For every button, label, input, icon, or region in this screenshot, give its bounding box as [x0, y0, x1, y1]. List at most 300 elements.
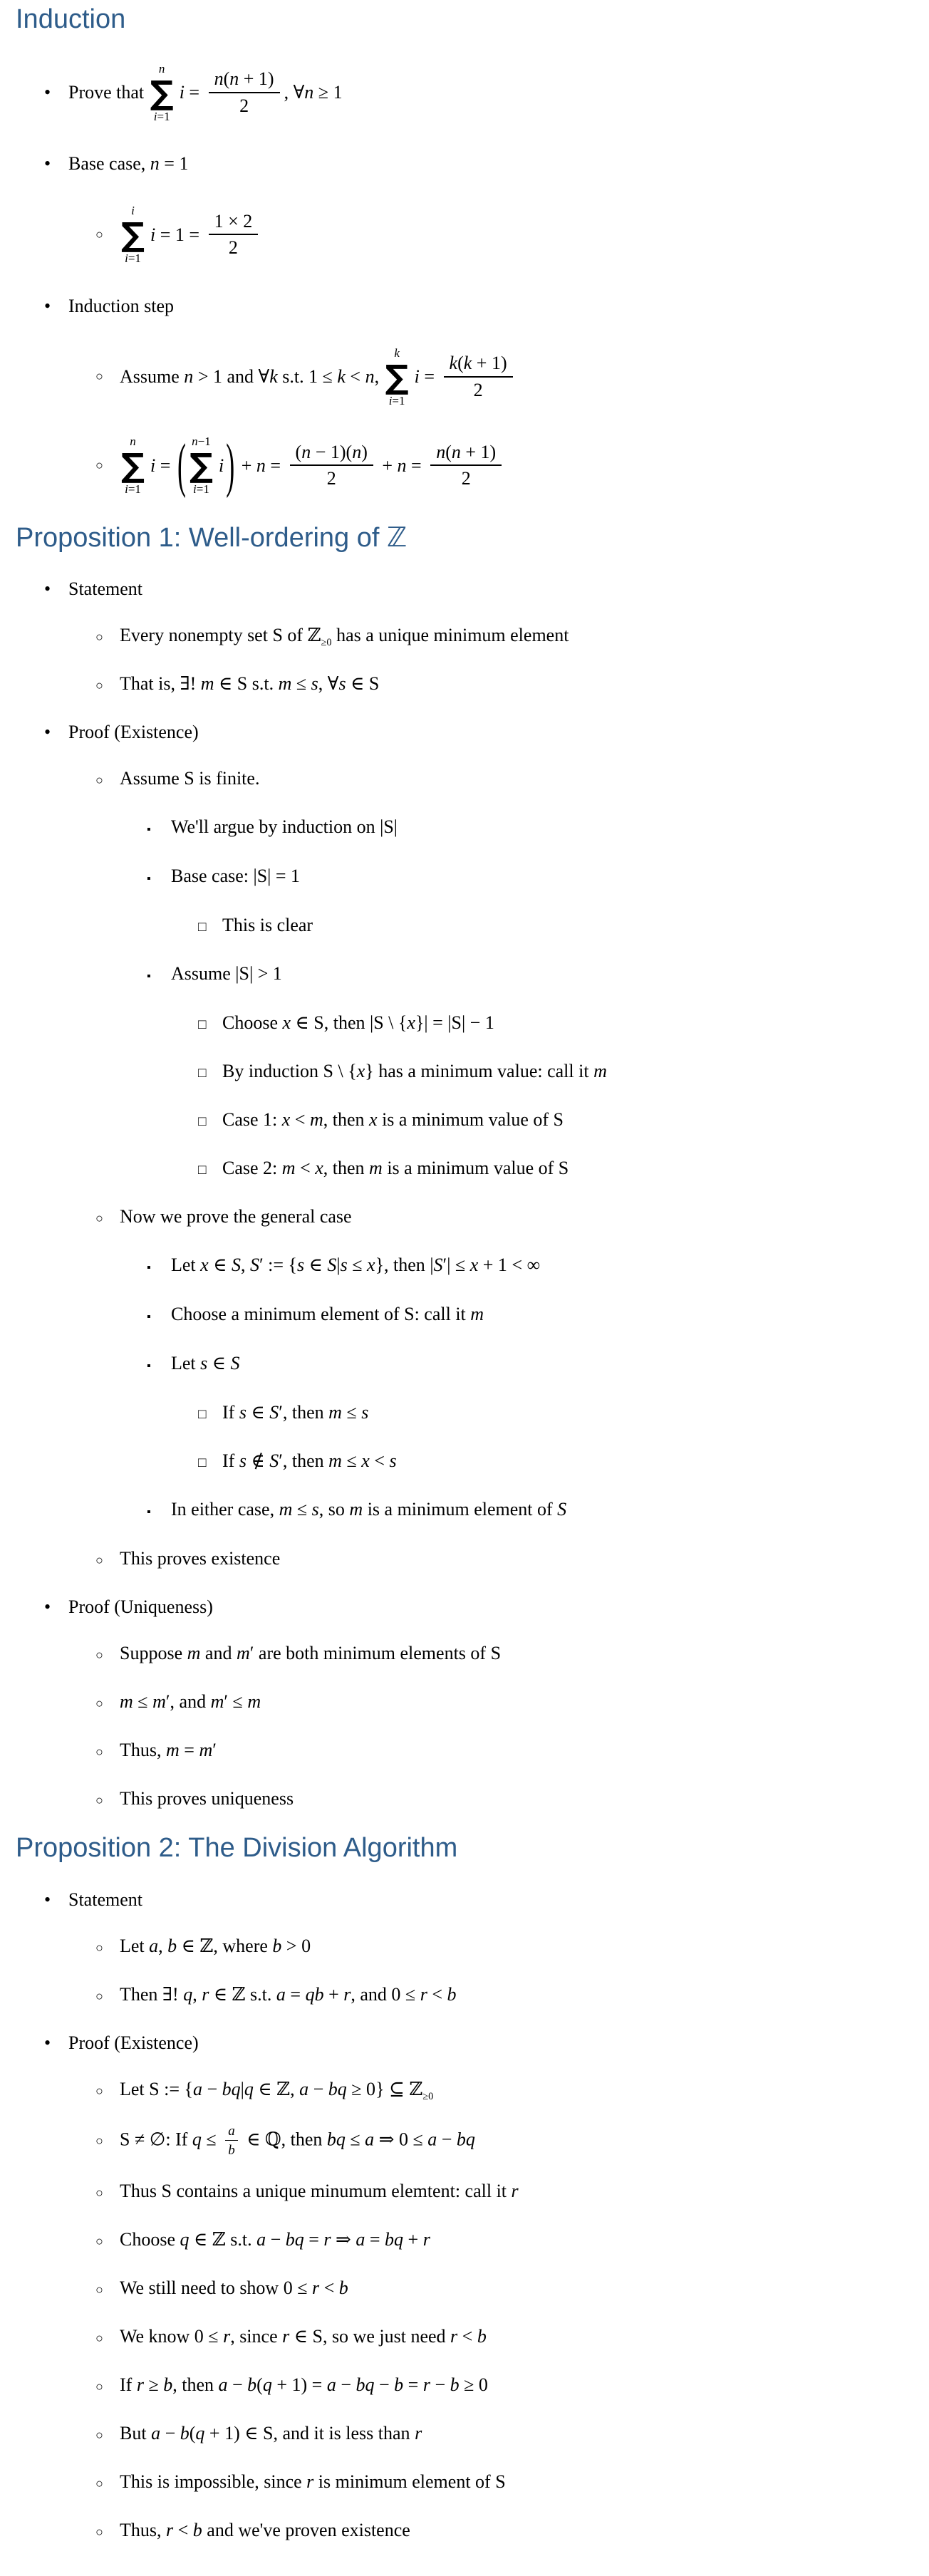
plain-text: We still need to show — [120, 2277, 284, 2298]
bullet-icon: ○ — [95, 678, 103, 693]
math-text: ∀k — [258, 366, 278, 388]
fraction — [209, 68, 280, 117]
list-item — [16, 1009, 929, 1039]
plain-text: This is impossible, since — [120, 2471, 307, 2492]
list-item — [16, 1495, 929, 1526]
math-text: 0 ≤ r < b — [283, 2277, 348, 2298]
math-text: m — [200, 673, 214, 695]
list-item-text — [120, 2124, 475, 2159]
plain-text: , and — [170, 1691, 211, 1713]
bullet-icon: • — [44, 722, 51, 743]
math-text: b — [228, 2142, 235, 2158]
plain-text: and we've proven existence — [202, 2519, 410, 2540]
plain-text: Let S := { — [120, 2079, 193, 2100]
math-text: i=1 — [125, 482, 141, 497]
math-text: a, b — [149, 1936, 177, 1957]
bullet-icon: • — [44, 578, 51, 600]
math-text: m — [470, 1304, 484, 1325]
math-text: a — [228, 2124, 235, 2139]
list-item — [16, 1398, 929, 1428]
plain-text: By induction S \ { — [222, 1061, 357, 1082]
sigma-symbol: ∑ — [385, 357, 409, 396]
bullet-icon: • — [44, 82, 51, 103]
summation-notation — [121, 203, 145, 266]
plain-text: But — [120, 2422, 152, 2443]
list-item-text — [120, 2516, 410, 2544]
list-item — [16, 61, 929, 125]
list-item-text — [120, 1980, 456, 2008]
plain-text: If — [222, 1450, 239, 1472]
list-item — [16, 575, 929, 603]
plain-text: Case 2: — [222, 1158, 282, 1179]
section-body — [16, 1886, 929, 2546]
math-text: i=1 — [193, 482, 209, 497]
list-item-text — [120, 1785, 294, 1812]
list-item — [16, 2029, 929, 2057]
bullet-icon: ○ — [95, 2427, 103, 2442]
bullet-icon: ○ — [95, 1553, 103, 1568]
list-item — [16, 1886, 929, 1913]
list-item-text — [68, 61, 343, 125]
list-item — [16, 1639, 929, 1669]
bullet-icon: ○ — [95, 227, 103, 242]
math-text: n(n + 1) — [214, 68, 274, 90]
list-item-text — [68, 1593, 213, 1621]
plain-text: Suppose — [120, 1643, 187, 1664]
list-item — [16, 1349, 929, 1380]
list-item — [16, 2322, 929, 2352]
bullet-icon: ○ — [95, 1793, 103, 1808]
math-text: m — [187, 1643, 201, 1664]
list-item-text — [171, 1251, 540, 1279]
big-left-paren: ( — [177, 432, 186, 499]
list-item — [16, 670, 929, 700]
summation-notation — [385, 346, 409, 409]
list-item — [16, 1203, 929, 1232]
bullet-icon: ○ — [95, 2134, 103, 2149]
math-text: q, r — [183, 1984, 209, 2005]
bullet-icon: □ — [198, 1114, 207, 1130]
math-text: 2 — [473, 379, 483, 400]
bullet-icon: □ — [198, 1017, 207, 1033]
list-item-text — [222, 1009, 494, 1037]
bullet-icon: ▪ — [147, 824, 151, 836]
plain-text: This is clear — [222, 915, 313, 936]
math-text: S — [557, 1499, 567, 1520]
list-item-text — [120, 203, 262, 266]
summation-notation — [121, 434, 145, 497]
math-text: b > 0 — [272, 1936, 311, 1957]
plain-text: ∈ S, and it is less than — [239, 2422, 415, 2443]
bullet-icon: □ — [198, 1455, 207, 1471]
plain-text: In either case, — [171, 1499, 279, 1520]
plain-text: ∈ ℤ, — [253, 2079, 300, 2100]
plain-text: Induction step — [68, 295, 175, 316]
math-text: s ∉ S′ — [239, 1450, 283, 1472]
list-item — [16, 1932, 929, 1962]
plain-text: and — [222, 366, 259, 388]
plain-text: is a minimum value of S — [382, 1158, 569, 1179]
math-text: 0 ≤ r — [194, 2325, 231, 2347]
plain-text: Proof (Uniqueness) — [68, 1596, 213, 1618]
math-text: r — [282, 2325, 290, 2347]
math-text: m ≤ s — [279, 1499, 319, 1520]
math-text: i=1 — [125, 251, 141, 266]
list-item-text — [120, 346, 517, 409]
summation-notation — [190, 434, 213, 497]
plain-text: Proof (Existence) — [68, 2032, 199, 2054]
math-text: i=1 — [388, 393, 405, 407]
bullet-icon: • — [44, 2032, 51, 2054]
plain-text: , then — [323, 1158, 370, 1179]
math-text: ℤ — [307, 625, 321, 646]
bullet-icon: ○ — [95, 2524, 103, 2539]
section-proposition-2 — [16, 1833, 929, 2545]
list-item-text — [120, 1736, 217, 1764]
plain-text: Assume — [120, 366, 185, 388]
list-item — [16, 2468, 929, 2498]
fraction — [225, 2124, 238, 2159]
fraction — [430, 442, 502, 490]
list-item — [16, 718, 929, 746]
list-item — [16, 2516, 929, 2546]
list-item-text — [171, 1300, 484, 1328]
math-text: n−1 — [192, 435, 211, 449]
plain-text: Thus, — [120, 2519, 166, 2540]
math-text: n > 1 — [184, 366, 222, 388]
plain-text: is a minimum element of — [363, 1499, 558, 1520]
plain-text: ∈ S — [346, 673, 380, 695]
subscript-text: ≥0 — [422, 2091, 434, 2103]
list-item-text — [68, 292, 174, 320]
plain-text: Statement — [68, 578, 142, 600]
math-text: m — [369, 1158, 383, 1179]
math-text: i = — [150, 455, 175, 476]
plain-text: s.t. — [277, 366, 309, 388]
math-text: 2 — [461, 468, 471, 489]
list-item-text — [68, 1886, 142, 1913]
list-item — [16, 1736, 929, 1766]
bullet-icon: ▪ — [147, 970, 151, 983]
math-text: (n − 1)(n) — [295, 441, 368, 462]
math-text: x — [407, 1012, 415, 1034]
math-text: s ∈ S — [200, 1353, 240, 1374]
sigma-symbol: ∑ — [121, 215, 145, 254]
math-text: 2 — [326, 468, 336, 489]
bullet-icon: ▪ — [147, 873, 151, 886]
list-item — [16, 1057, 929, 1087]
plain-text: ∈ S, so we just need — [289, 2325, 451, 2347]
plain-text: is minimum element of S — [313, 2471, 506, 2492]
bullet-icon: ▪ — [147, 1262, 151, 1274]
math-text: , ∀n ≥ 1 — [284, 82, 343, 103]
plain-text: and — [200, 1643, 237, 1664]
plain-text: , then — [384, 1255, 430, 1276]
plain-text: Choose a minimum element of S: call it — [171, 1304, 471, 1325]
plain-text: ∈ S s.t. — [214, 673, 279, 695]
math-text: k — [394, 346, 400, 360]
list-item-text — [68, 150, 188, 177]
math-text: x — [282, 1012, 291, 1034]
math-text: i=1 — [153, 109, 170, 123]
list-item-text — [120, 1688, 261, 1715]
plain-text: Base case, — [68, 153, 150, 175]
math-text: i — [131, 204, 135, 218]
math-text: a − bq ≥ 0 — [299, 2079, 376, 2100]
list-item — [16, 203, 929, 266]
bullet-icon: □ — [198, 920, 207, 935]
list-item-text — [120, 2371, 488, 2399]
math-text: a = qb + r — [276, 1984, 351, 2005]
bullet-icon: ○ — [95, 2330, 103, 2345]
math-text: r < b — [450, 2325, 487, 2347]
math-text: + n = — [377, 455, 427, 476]
list-item-text — [120, 2322, 487, 2350]
math-text: r — [511, 2180, 519, 2201]
math-text: x < m — [281, 1109, 323, 1131]
math-text: r < b — [166, 2519, 202, 2540]
list-item — [16, 2226, 929, 2255]
math-text: a − bq — [192, 2079, 241, 2100]
list-item-text — [171, 1495, 566, 1523]
math-text: m ≤ x < s — [328, 1450, 397, 1472]
list-item-text — [120, 2419, 422, 2447]
list-item — [16, 862, 929, 893]
list-item — [16, 764, 929, 794]
math-text: m ≤ s — [328, 1402, 369, 1423]
math-text: ∀s — [327, 673, 346, 695]
list-item — [16, 1980, 929, 2010]
math-text: m ≤ m′ — [120, 1691, 170, 1713]
plain-text: We'll argue by induction on |S| — [171, 816, 398, 838]
plain-text: This proves uniqueness — [120, 1788, 294, 1809]
list-item — [16, 960, 929, 990]
plain-text: ∈ S, then |S \ { — [291, 1012, 408, 1034]
list-item-text — [171, 813, 398, 841]
bullet-icon: • — [44, 153, 51, 175]
bullet-icon: ○ — [95, 773, 103, 788]
bullet-icon: ○ — [95, 1745, 103, 1760]
bullet-icon: ○ — [95, 2084, 103, 2099]
bullet-icon: ○ — [95, 1941, 103, 1956]
bullet-icon: • — [44, 1596, 51, 1618]
math-text: m = m′ — [166, 1740, 217, 1761]
list-item — [16, 2419, 929, 2449]
math-text: m < x — [281, 1158, 323, 1179]
fraction — [290, 442, 373, 490]
plain-text: Choose — [222, 1012, 283, 1034]
plain-text: ∈ ℤ, where — [177, 1936, 273, 1957]
bullet-icon: ▪ — [147, 1311, 151, 1324]
subscript-text: ≥0 — [321, 637, 332, 649]
math-text: a − bq = r ⇒ a = bq + r — [256, 2228, 430, 2250]
bullet-icon: □ — [198, 1066, 207, 1081]
list-item-text — [120, 434, 506, 497]
plain-text: If — [120, 2374, 137, 2395]
bullet-icon: ○ — [95, 2476, 103, 2491]
math-text: bq ≤ a ⇒ 0 ≤ a − bq — [326, 2129, 475, 2150]
sigma-symbol: ∑ — [121, 446, 145, 485]
bullet-icon: □ — [198, 1163, 207, 1178]
list-item-text — [120, 2274, 348, 2302]
plain-text: ∈ ℤ s.t. — [189, 2228, 257, 2250]
section-induction — [16, 4, 929, 497]
plain-text: }| = |S| − 1 — [415, 1012, 494, 1034]
math-text: i — [218, 455, 224, 476]
list-item — [16, 150, 929, 177]
math-text: k(k + 1) — [449, 353, 507, 374]
list-item — [16, 434, 929, 497]
list-item-text — [120, 764, 259, 792]
plain-text: , then — [323, 1109, 370, 1131]
math-text: 1 ≤ k < n, — [308, 366, 384, 388]
list-item-text — [120, 1639, 501, 1667]
math-text: 2 — [228, 237, 238, 259]
list-item — [16, 2124, 929, 2159]
plain-text: Let — [171, 1353, 201, 1374]
math-text: i = — [179, 82, 204, 103]
list-item — [16, 1154, 929, 1184]
sigma-symbol: ∑ — [150, 73, 174, 112]
math-text: s ∈ S′ — [239, 1402, 283, 1423]
math-text: i = 1 = — [150, 224, 204, 245]
bullet-icon: ○ — [95, 1648, 103, 1663]
math-text: a − b(q + 1) = a − bq − b = r − b ≥ 0 — [218, 2374, 488, 2395]
section-proposition-1 — [16, 523, 929, 1815]
plain-text: Assume S is finite. — [120, 768, 260, 789]
math-text: q — [244, 2079, 254, 2100]
plain-text: , since — [230, 2325, 283, 2347]
bullet-icon: ○ — [95, 2233, 103, 2248]
math-text: m — [349, 1499, 363, 1520]
plain-text: , then — [282, 1402, 329, 1423]
section-body — [16, 575, 929, 1814]
plain-text: Statement — [68, 1889, 142, 1911]
math-text: r — [415, 2422, 422, 2443]
math-text: i = — [414, 366, 440, 388]
plain-text: ∈ ℤ s.t. — [209, 1984, 276, 2005]
big-right-paren: ) — [226, 432, 235, 499]
list-item — [16, 2075, 929, 2105]
plain-text: That is, ∃! — [120, 673, 201, 695]
math-text: a − b(q + 1) — [151, 2422, 240, 2443]
plain-text: , then — [282, 1450, 329, 1472]
math-text: q — [180, 2228, 190, 2250]
list-item — [16, 2274, 929, 2304]
math-text: n = 1 — [150, 153, 189, 175]
plain-text: , and — [351, 1984, 392, 2005]
list-item-text — [222, 1398, 368, 1426]
list-item-text — [171, 862, 300, 890]
math-text: + n = — [237, 455, 286, 476]
section-heading: Proposition 1: Well-ordering of ℤ — [16, 522, 408, 553]
list-item — [16, 292, 929, 320]
bullet-icon: ○ — [95, 369, 103, 384]
math-text: m — [593, 1061, 607, 1082]
plain-text: , so — [318, 1499, 350, 1520]
list-item-text — [120, 2468, 506, 2496]
summation-notation — [150, 61, 174, 125]
list-item-text — [120, 621, 569, 649]
bullet-icon: ○ — [95, 457, 103, 472]
plain-text: Assume |S| > 1 — [171, 963, 282, 985]
list-item — [16, 1785, 929, 1814]
math-text: |S′| ≤ x + 1 < ∞ — [430, 1255, 541, 1276]
plain-text: Now we prove the general case — [120, 1206, 352, 1227]
bullet-icon: ○ — [95, 1696, 103, 1711]
bullet-icon: ○ — [95, 1211, 103, 1226]
list-item — [16, 2177, 929, 2207]
math-text: r — [306, 2471, 314, 2492]
list-item-text — [68, 2029, 199, 2057]
plain-text: Prove that — [68, 82, 149, 103]
list-item-text — [222, 1154, 569, 1182]
bullet-icon: ○ — [95, 2282, 103, 2297]
plain-text: , then — [172, 2374, 219, 2395]
sigma-symbol: ∑ — [189, 446, 213, 485]
list-item-text — [120, 2177, 519, 2205]
bullet-icon: ○ — [95, 630, 103, 645]
plain-text: Base case: |S| = 1 — [171, 866, 301, 887]
math-text: 0 ≤ r < b — [391, 1984, 457, 2005]
list-item — [16, 911, 929, 941]
plain-text: , then — [281, 2129, 327, 2150]
list-item-text — [120, 2226, 430, 2253]
plain-text: Thus, — [120, 1740, 166, 1761]
plain-text: } ⊆ — [375, 2079, 410, 2100]
plain-text: We know — [120, 2325, 194, 2347]
list-item-text — [222, 1106, 564, 1133]
math-text: ∈ ℚ — [242, 2129, 281, 2150]
list-item — [16, 1106, 929, 1136]
math-text: ℤ — [409, 2079, 423, 2100]
math-text: q ≤ — [192, 2129, 222, 2150]
list-item-text — [120, 1203, 352, 1230]
math-text: x — [356, 1061, 365, 1082]
plain-text: has a unique minimum element — [331, 625, 569, 646]
math-text: n(n + 1) — [436, 441, 497, 462]
plain-text: | — [240, 2079, 244, 2100]
math-text: n — [158, 61, 165, 76]
fraction — [444, 353, 513, 401]
list-item — [16, 1300, 929, 1331]
list-item — [16, 2371, 929, 2401]
plain-text: } has a minimum value: call it — [365, 1061, 594, 1082]
bullet-icon: • — [44, 295, 51, 316]
math-text: n — [130, 435, 136, 449]
bullet-icon: • — [44, 1889, 51, 1911]
list-item-text — [222, 1447, 397, 1475]
plain-text: Then ∃! — [120, 1984, 184, 2005]
plain-text: Proof (Existence) — [68, 722, 199, 743]
bullet-icon: ▪ — [147, 1360, 151, 1373]
list-item — [16, 1544, 929, 1574]
plain-text: S ≠ ∅: If — [120, 2129, 192, 2150]
list-item — [16, 1688, 929, 1718]
list-item — [16, 621, 929, 651]
list-item-text — [171, 1349, 240, 1377]
list-item-text — [120, 1932, 311, 1960]
bullet-icon: □ — [198, 1407, 207, 1423]
list-item-text — [68, 718, 199, 746]
plain-text: Case 1: — [222, 1109, 282, 1131]
list-item — [16, 1447, 929, 1477]
bullet-icon: ○ — [95, 2379, 103, 2394]
plain-text: Let — [120, 1936, 150, 1957]
list-item-text — [222, 1057, 607, 1085]
section-heading: Proposition 2: The Division Algorithm — [16, 1833, 458, 1864]
list-item — [16, 346, 929, 409]
